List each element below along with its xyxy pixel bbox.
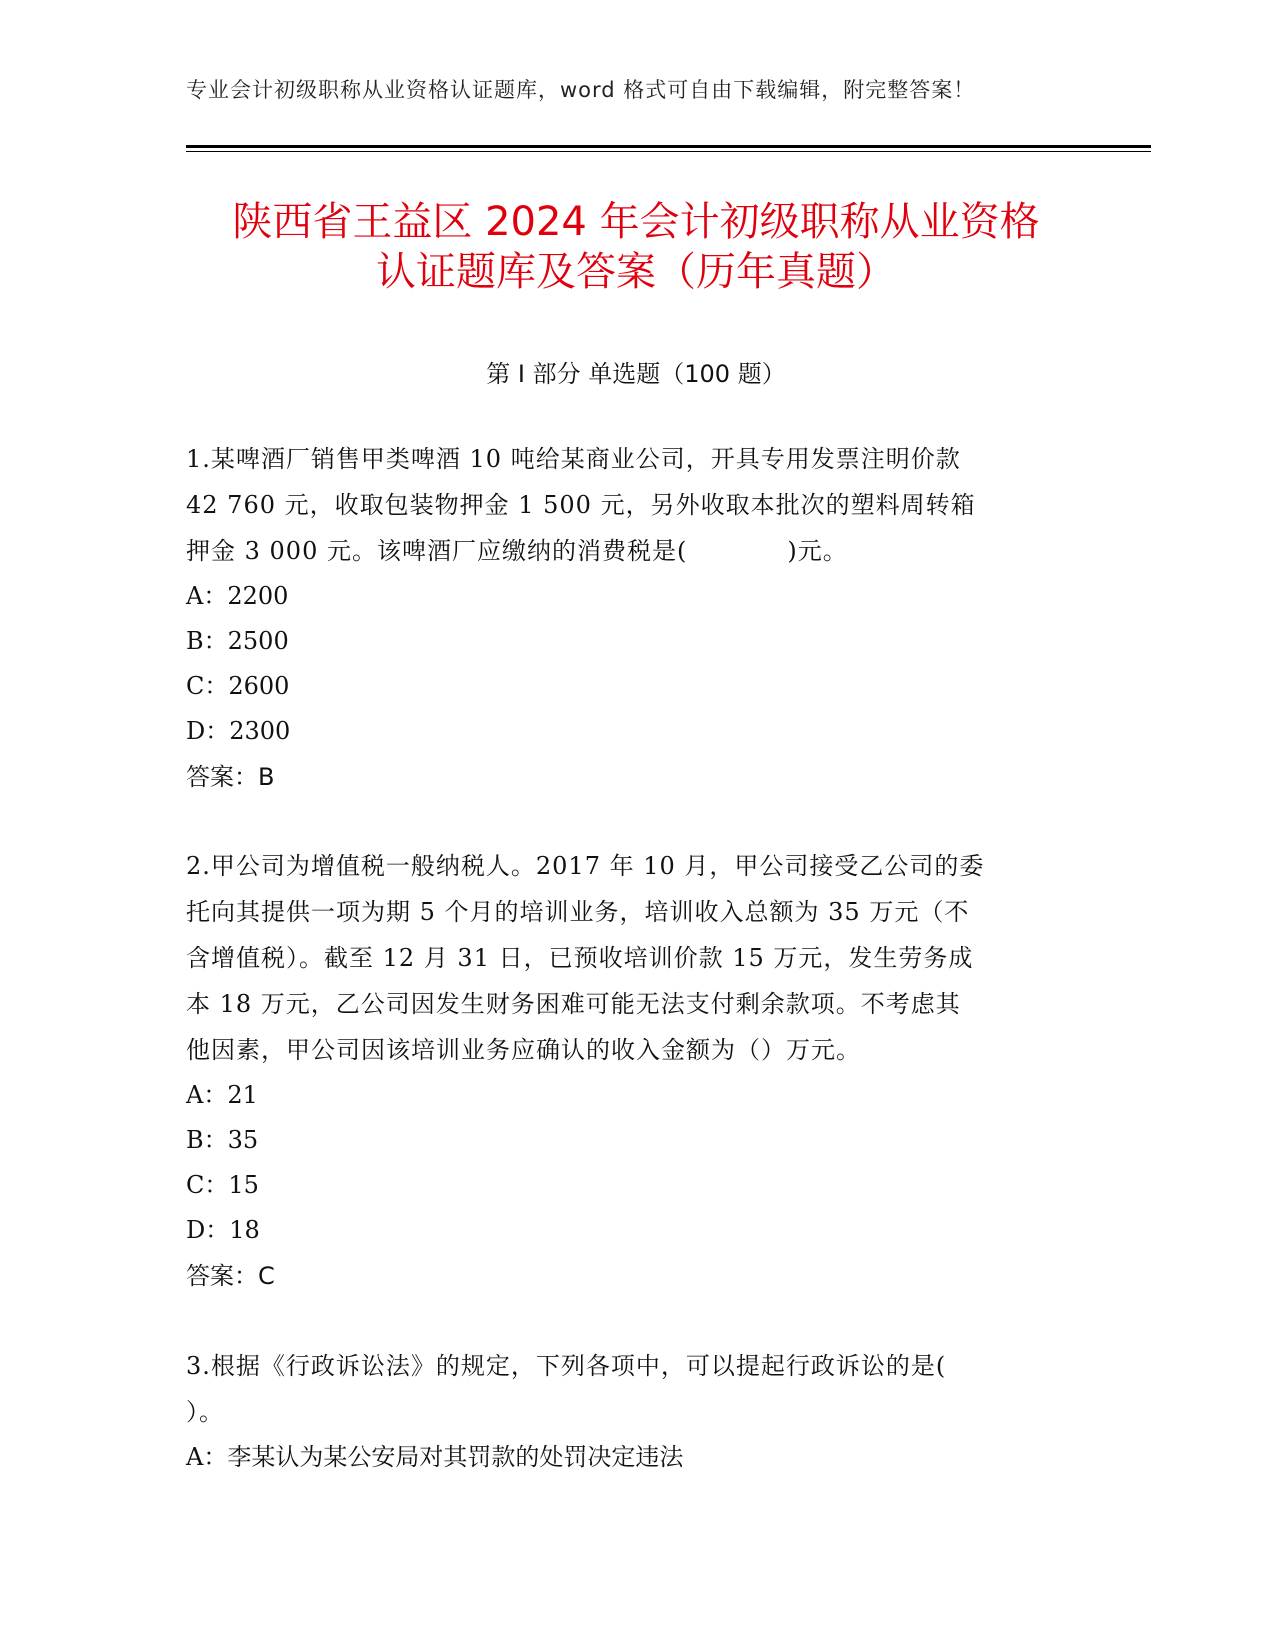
question-stem-line: 本 18 万元，乙公司因发生财务困难可能无法支付剩余款项。不考虑其 (186, 990, 961, 1018)
question-stem (186, 1343, 1074, 1435)
option-a: A：21 (186, 1081, 258, 1109)
question-stem-line: ）。 (186, 1398, 224, 1426)
option-c: C：2600 (186, 672, 290, 700)
answer: 答案：C (186, 1262, 275, 1290)
option-a: A：李某认为某公安局对其罚款的处罚决定违法 (186, 1443, 684, 1471)
option-b: B：2500 (186, 627, 289, 655)
document-title-line-1: 陕西省王益区 2024 年会计初级职称从业资格 (232, 199, 1040, 245)
question-stem-line: 42 760 元，收取包装物押金 1 500 元，另外收取本批次的塑料周转箱 (186, 491, 976, 519)
question-stem-line: 托向其提供一项为期 5 个月的培训业务，培训收入总额为 35 万元（不 (186, 898, 970, 926)
header-rule-thin (186, 151, 1151, 152)
option-a: A：2200 (186, 582, 289, 610)
section-heading: 第 I 部分 单选题（100 题） (486, 360, 786, 388)
answer: 答案：B (186, 763, 275, 791)
question-3 (186, 1343, 1074, 1480)
document-title (186, 197, 1086, 297)
question-stem-line: 他因素，甲公司因该培训业务应确认的收入金额为（）万元。 (186, 1036, 861, 1064)
header-rule-thick (186, 145, 1151, 148)
question-stem-line: 3.根据《行政诉讼法》的规定，下列各项中，可以提起行政诉讼的是( (186, 1352, 947, 1380)
document-title-line-2: 认证题库及答案（历年真题） (376, 249, 896, 295)
question-stem (186, 436, 1074, 574)
option-d: D：2300 (186, 717, 291, 745)
question-stem-line: 押金 3 000 元。该啤酒厂应缴纳的消费税是( )元。 (186, 537, 848, 565)
question-stem (186, 843, 1074, 1073)
option-d: D：18 (186, 1216, 260, 1244)
question-stem-line: 含增值税）。截至 12 月 31 日，已预收培训价款 15 万元，发生劳务成 (186, 944, 974, 972)
question-2 (186, 843, 1074, 1299)
question-1 (186, 436, 1074, 800)
option-c: C：15 (186, 1171, 259, 1199)
header-note: 专业会计初级职称从业资格认证题库，word 格式可自由下载编辑，附完整答案！ (186, 78, 976, 102)
question-stem-line: 1.某啤酒厂销售甲类啤酒 10 吨给某商业公司，开具专用发票注明价款 (186, 445, 961, 473)
option-b: B：35 (186, 1126, 259, 1154)
question-stem-line: 2.甲公司为增值税一般纳税人。2017 年 10 月，甲公司接受乙公司的委 (186, 852, 985, 880)
